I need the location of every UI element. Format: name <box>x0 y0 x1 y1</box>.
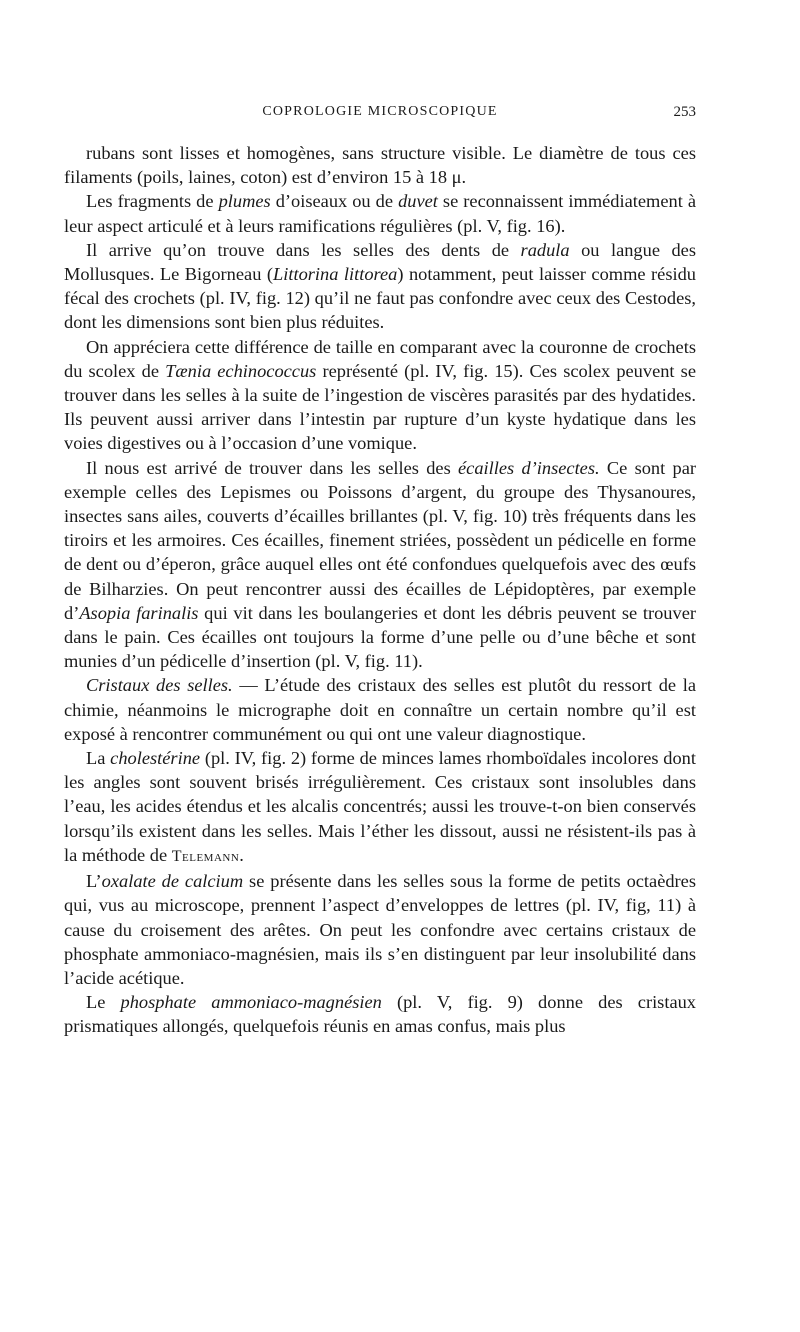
paragraph <box>64 141 696 189</box>
text-run: (pl. IV, fig. 2) forme de minces lames rhomboïdales incolores dont les angles sont souvent brisés irrégulièrement. Ces cristaux sont insolubles dans l’eau, les acides étendus et les alcalis concentrés; aussi les trouve-t-on bien conservés lorsqu’ils existent dans les selles. Mais l’éther les dissout, aussi ne résistent-ils pas à la méthode de <box>64 748 696 865</box>
text-run: d’oiseaux ou de <box>270 191 399 212</box>
text-run: Il arrive qu’on trouve dans les selles des dents de <box>86 239 521 260</box>
text-run: se reconnaissent immédiatement à leur aspect articulé et à leurs ramifications régulières (pl. V, fig. 16). <box>64 191 696 236</box>
paragraph <box>64 746 696 869</box>
italic-term: phosphate ammoniaco-magnésien <box>120 992 382 1013</box>
page-number: 253 <box>673 104 696 120</box>
paragraph <box>64 238 696 335</box>
paragraph <box>64 869 696 990</box>
paragraph <box>64 335 696 456</box>
italic-term: cholestérine <box>110 748 201 769</box>
italic-term: radula <box>520 239 570 260</box>
text-run: Il nous est arrivé de trouver dans les selles des <box>86 457 459 478</box>
text-run: On appréciera cette différence de taille en comparant avec la couronne de crochets du scolex de <box>64 336 696 381</box>
text-run: L’ <box>86 871 102 892</box>
text-run: rubans sont lisses et homogènes, sans structure visible. Le diamètre de tous ces filaments (poils, laines, coton) est d’environ 15 à 18 μ. <box>64 143 696 188</box>
text-run: — L’étude des cristaux des selles est plutôt du ressort de la chimie, néanmoins le micrographe doit en connaître un certain nombre qu’il est exposé à rencontrer communément ou qui ont une valeur diagnostique. <box>64 675 696 744</box>
italic-term: Tænia echinococcus <box>165 360 317 381</box>
running-title: COPROLOGIE MICROSCOPIQUE <box>262 104 498 119</box>
text-run: Ce sont par exemple celles des Lepismes ou Poissons d’argent, du groupe des Thysanoures, insectes sans ailes, couverts d’écailles brillantes (pl. V, fig. 10) très fréquents dans les tiroirs et les armoires. Ces écailles, finement striées, possèdent un pédicelle en forme de dent ou d’éperon, grâce auquel elles ont été confondues quelquefois avec des œufs de Bilharzies. On peut rencontrer aussi des écailles de Lépidoptères, par exemple d’ <box>64 457 696 623</box>
italic-term: Littorina littorea <box>273 264 398 285</box>
body-text <box>64 141 696 1039</box>
text-run: qui vit dans les boulangeries et dont les débris peuvent se trouver dans le pain. Ces écailles ont toujours la forme d’une pelle ou d’une bêche et sont munies d’un pédicelle d’insertion (pl. V, fig. 11). <box>64 602 696 672</box>
paragraph <box>64 673 696 746</box>
paragraph <box>64 189 696 237</box>
italic-term: oxalate de calcium <box>101 871 244 892</box>
text-run: . <box>239 844 244 865</box>
italic-term: plumes <box>218 191 271 212</box>
text-run: Les fragments de <box>86 191 219 212</box>
paragraph <box>64 456 696 674</box>
text-run: ) notamment, peut laisser comme résidu fécal des crochets (pl. IV, fig. 12) qu’il ne faut pas confondre avec ceux des Cestodes, dont les dimensions sont bien plus réduites. <box>64 264 696 333</box>
italic-term: écailles d’insectes. <box>458 457 600 478</box>
text-run: (pl. V, fig. 9) donne des cristaux prismatiques allongés, quelquefois réunis en amas confus, mais plus <box>64 992 696 1037</box>
text-run: ou langue des Mollusques. Le Bigorneau ( <box>64 239 696 285</box>
text-run: Le <box>86 992 121 1013</box>
italic-term: Asopia farinalis <box>79 602 199 623</box>
italic-term: Cristaux des selles. <box>86 675 233 696</box>
author-name: Telemann <box>171 847 240 865</box>
italic-term: duvet <box>398 191 438 212</box>
page-header <box>64 104 696 128</box>
text-run: se présente dans les selles sous la forme de petits octaèdres qui, vus au microscope, prennent l’aspect d’enveloppes de lettres (pl. IV, fig, 11) à cause du croisement des arêtes. On peut les confondre avec certains cristaux de phosphate ammoniaco-magnésien, mais ils s’en distinguent par leur insolubilité dans l’acide acétique. <box>64 871 696 988</box>
text-run: représenté (pl. IV, fig. 15). Ces scolex peuvent se trouver dans les selles à la suite de l’ingestion de viscères parasités par des hydatides. Ils peuvent aussi arriver dans l’intestin par rupture d’un kyste hydatique dans les voies digestives ou à l’occasion d’une vomique. <box>64 360 696 454</box>
text-run: La <box>86 748 111 769</box>
paragraph <box>64 990 696 1038</box>
